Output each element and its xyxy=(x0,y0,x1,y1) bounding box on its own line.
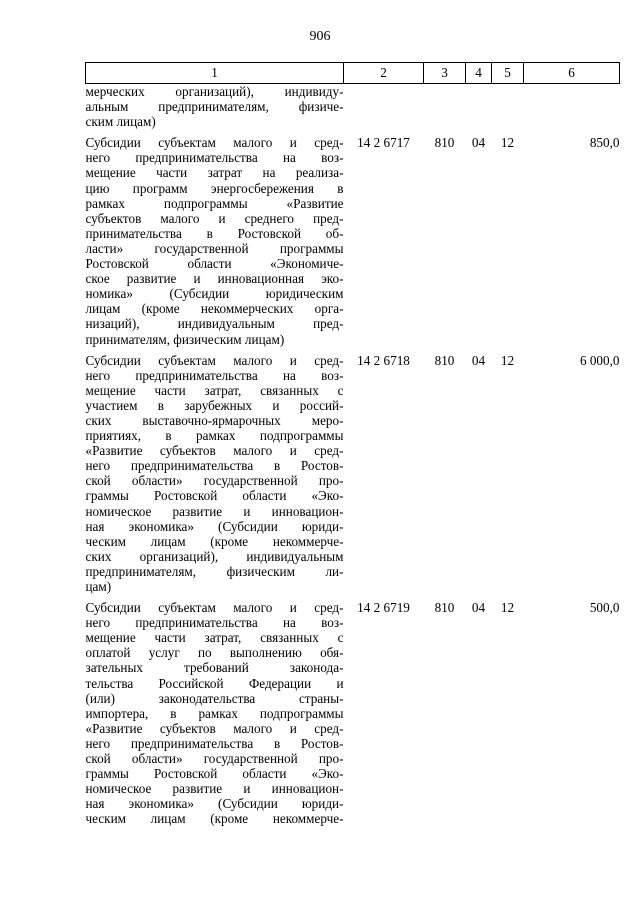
row-description xyxy=(86,600,344,832)
description-line: него предпринимательства на воз- xyxy=(85,367,344,383)
header-col-5: 5 xyxy=(492,63,524,84)
subsection-code: 12 xyxy=(500,135,515,151)
header-col-4: 4 xyxy=(466,63,492,84)
subsection-code: 12 xyxy=(500,352,515,368)
header-col-1: 1 xyxy=(86,63,344,84)
description-line: предпринимателям, физическим ли- xyxy=(85,563,344,579)
subsection-code: 12 xyxy=(500,600,515,616)
target-article-code: 14 2 6718 xyxy=(357,352,410,368)
expense-type-code xyxy=(424,84,466,136)
description-line: участием в зарубежных и россий- xyxy=(85,397,344,413)
target-article-code xyxy=(344,84,424,136)
description-line: ческим лицам (кроме некоммерче- xyxy=(85,533,344,549)
expense-type-code: 810 xyxy=(434,600,455,616)
description-line: принимательства в Ростовской об- xyxy=(85,225,344,241)
table-header-row xyxy=(86,63,620,84)
amount-value: 6 000,0 xyxy=(579,352,620,368)
target-article-code: 14 2 6717 xyxy=(357,135,410,151)
header-col-3: 3 xyxy=(424,63,466,84)
section-code: 04 xyxy=(471,135,486,151)
description-line: «Развитие субъектов малого и сред- xyxy=(85,720,344,736)
expense-type-code: 810 xyxy=(434,352,455,368)
description-line: цам) xyxy=(85,579,112,594)
table-body xyxy=(86,84,620,833)
description-line: номическое развитие и инновацион- xyxy=(85,503,344,519)
section-code: 04 xyxy=(471,352,486,368)
description-line: ским лицам) xyxy=(85,114,156,130)
header-col-2: 2 xyxy=(344,63,424,84)
description-line: ная экономика» (Субсидии юриди- xyxy=(85,796,344,812)
row-description xyxy=(86,84,344,136)
description-line: мещение части затрат, связанных с xyxy=(85,382,344,398)
description-line: ласти» государственной программы xyxy=(85,240,344,256)
description-line: мерческих организаций), индивиду- xyxy=(85,84,344,99)
section-code xyxy=(466,84,492,136)
description-line: ской области» государственной про- xyxy=(85,473,344,489)
amount-value: 850,0 xyxy=(589,135,620,151)
page-number: 906 xyxy=(309,29,331,44)
section-code: 04 xyxy=(471,600,486,616)
description-line: лицам (кроме некоммерческих орга- xyxy=(85,301,344,317)
description-line: субъектов малого и среднего пред- xyxy=(85,210,344,226)
description-line: Ростовской области «Экономиче- xyxy=(85,256,344,272)
table-row xyxy=(86,600,620,832)
description-line: него предпринимательства в Ростов- xyxy=(85,735,344,751)
description-line: зательных требований законода- xyxy=(85,660,344,676)
row-description xyxy=(86,353,344,601)
description-line: рамках подпрограммы «Развитие xyxy=(85,195,344,211)
expense-type-code: 810 xyxy=(434,135,455,151)
description-line: мещение части затрат, связанных с xyxy=(85,630,344,646)
description-line: номическое развитие и инновацион- xyxy=(85,781,344,797)
header-col-6: 6 xyxy=(524,63,620,84)
description-line: цию программ энергосбережения в xyxy=(85,180,344,196)
description-line: мещение части затрат на реализа- xyxy=(85,165,344,181)
table-row xyxy=(86,135,620,352)
description-line: ское развитие и инновационная эко- xyxy=(85,271,344,287)
description-line: оплатой услуг по выполнению обя- xyxy=(85,645,344,661)
description-line: Субсидии субъектам малого и сред- xyxy=(85,352,344,368)
table-row xyxy=(86,353,620,601)
description-line: Субсидии субъектам малого и сред- xyxy=(85,135,344,151)
description-line: ная экономика» (Субсидии юриди- xyxy=(85,518,344,534)
description-line: импортера, в рамках подпрограммы xyxy=(85,705,344,721)
description-line: принимателям, физическим лицам) xyxy=(85,331,285,347)
description-line: тельства Российской Федерации и xyxy=(85,675,344,691)
description-line: ских организаций), индивидуальным xyxy=(85,548,344,564)
description-line: (или) законодательства страны- xyxy=(85,690,344,706)
description-line: номика» (Субсидии юридическим xyxy=(85,286,344,302)
description-line: ческим лицам (кроме некоммерче- xyxy=(85,811,344,827)
description-line: граммы Ростовской области «Эко- xyxy=(85,488,344,504)
amount-value: 500,0 xyxy=(589,600,620,616)
subsection-code xyxy=(492,84,524,136)
description-line: альным предпринимателям, физиче- xyxy=(85,99,344,115)
description-line: граммы Ростовской области «Эко- xyxy=(85,766,344,782)
target-article-code: 14 2 6719 xyxy=(357,600,410,616)
description-line: него предпринимательства в Ростов- xyxy=(85,458,344,474)
budget-table xyxy=(85,62,620,833)
description-line: него предпринимательства на воз- xyxy=(85,615,344,631)
description-line: ской области» государственной про- xyxy=(85,751,344,767)
description-line: него предпринимательства на воз- xyxy=(85,150,344,166)
description-line: приятиях, в рамках подпрограммы xyxy=(85,428,344,444)
description-line: Субсидии субъектам малого и сред- xyxy=(85,600,344,616)
description-line: ских выставочно-ярмарочных меро- xyxy=(85,412,344,428)
row-description xyxy=(86,135,344,352)
amount-value xyxy=(524,84,620,136)
description-line: «Развитие субъектов малого и сред- xyxy=(85,443,344,459)
table-row xyxy=(86,84,620,136)
description-line: низаций), индивидуальным пред- xyxy=(85,316,344,332)
